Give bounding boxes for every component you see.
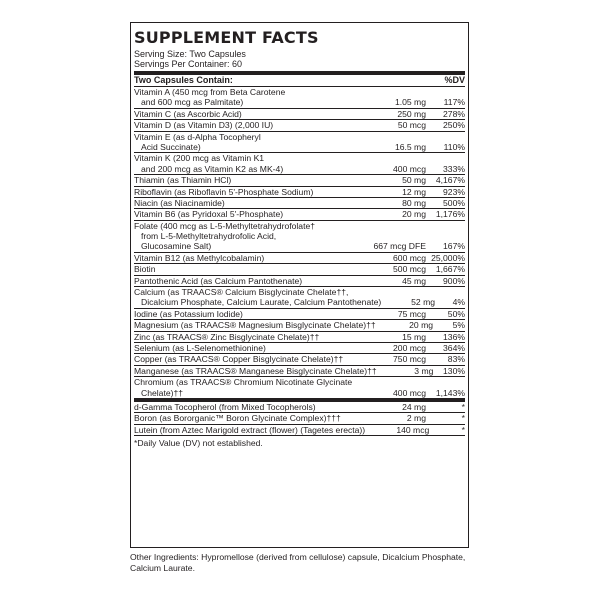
table-row — [134, 366, 465, 377]
nutrient-dv: 50% — [447, 308, 465, 319]
table-row — [134, 402, 465, 413]
nutrient-amount: 16.5 mg — [394, 141, 426, 152]
nutrient-dv — [426, 87, 465, 97]
nutrient-name: Magnesium (as TRAACS® Magnesium Bisglycinate Chelate)†† — [134, 320, 376, 331]
row-line — [134, 388, 465, 398]
nutrient-dv — [426, 221, 465, 231]
nutrient-amount: 24 mg — [402, 401, 426, 412]
nutrient-name: Chelate)†† — [141, 387, 184, 398]
servings-per-container: Servings Per Container: 60 — [134, 59, 243, 69]
nutrient-dv: 167% — [443, 241, 465, 252]
nutrient-dv: * — [461, 401, 465, 412]
nutrient-amount: 12 mg — [402, 186, 426, 197]
serving-size: Serving Size: Two Capsules — [134, 49, 246, 59]
nutrient-dv: * — [461, 424, 465, 435]
nutrient-amount: 750 mcg — [393, 354, 426, 365]
nutrient-name: Vitamin D (as Vitamin D3) (2,000 IU) — [134, 120, 274, 131]
row-line — [134, 287, 465, 297]
nutrient-amount: 50 mg — [402, 175, 426, 186]
table-row — [134, 120, 465, 131]
nutrient-dv: 136% — [443, 331, 465, 342]
nutrient-name: Vitamin E (as d-Alpha Tocopheryl — [134, 131, 261, 142]
nutrient-name: Vitamin B12 (as Methylcobalamin) — [134, 252, 265, 263]
nutrient-amount — [356, 377, 426, 387]
row-line — [134, 276, 465, 286]
row-line — [134, 209, 465, 219]
nutrient-name: Vitamin C (as Ascorbic Acid) — [134, 108, 242, 119]
nutrient-dv: 333% — [443, 163, 465, 174]
nutrient-dv: 4% — [452, 297, 465, 308]
nutrient-dv: 900% — [443, 275, 465, 286]
header-dv-label: %DV — [444, 75, 465, 85]
row-line — [134, 320, 465, 330]
row-line — [134, 413, 465, 423]
nutrient-dv: 250% — [443, 120, 465, 131]
nutrient-amount: 400 mcg — [393, 387, 426, 398]
row-line — [134, 142, 465, 152]
nutrient-dv: 117% — [443, 97, 465, 108]
nutrient-dv: 1,143% — [435, 387, 465, 398]
other-ingredients: Other Ingredients: Hypromellose (derived from cellulose) capsule, Dicalcium Phosphate, Calcium Laurate. — [130, 552, 466, 573]
row-line — [134, 132, 465, 142]
table-row — [134, 87, 465, 109]
nutrient-amount: 52 mg — [411, 297, 436, 308]
nutrient-dv: 5% — [452, 320, 465, 331]
table-row — [134, 109, 465, 120]
table-row — [134, 175, 465, 186]
nutrient-name: Acid Succinate) — [141, 141, 201, 152]
table-row — [134, 309, 465, 320]
nutrient-amount: 250 mg — [397, 108, 426, 119]
nutrient-amount: 3 mg — [414, 365, 434, 376]
nutrient-amount: 500 mcg — [393, 264, 426, 275]
nutrient-amount — [356, 153, 426, 163]
row-line — [134, 366, 465, 376]
nutrient-dv: 1,667% — [435, 264, 465, 275]
nutrient-dv — [426, 287, 465, 297]
nutrient-dv: 278% — [443, 108, 465, 119]
table-row — [134, 264, 465, 275]
row-line — [134, 402, 465, 412]
nutrient-amount: 200 mcg — [393, 342, 426, 353]
nutrient-amount: 2 mg — [406, 413, 426, 424]
table-row — [134, 209, 465, 220]
nutrient-dv — [426, 231, 465, 241]
nutrient-name: Folate (400 mcg as L-5-Methyltetrahydrofolate† — [134, 220, 316, 231]
nutrient-dv: 4,167% — [435, 175, 465, 186]
nutrient-amount: 1.05 mg — [394, 97, 426, 108]
nutrient-amount: 20 mg — [402, 209, 426, 220]
nutrient-name: Lutein (from Aztec Marigold extract (flower) (Tagetes erecta)) — [134, 424, 366, 435]
row-line — [134, 221, 465, 231]
row-line — [134, 97, 465, 107]
nutrient-name: d-Gamma Tocopherol (from Mixed Tocopherols) — [134, 401, 316, 412]
row-line — [134, 187, 465, 197]
table-header — [134, 75, 465, 87]
nutrient-amount: 50 mcg — [397, 120, 426, 131]
table-row — [134, 377, 465, 399]
panel-title: SUPPLEMENT FACTS — [134, 28, 319, 47]
nutrient-name: Selenium (as L-Selenomethionine) — [134, 342, 266, 353]
row-line — [134, 198, 465, 208]
nutrient-dv — [426, 377, 465, 387]
nutrient-name: Iodine (as Potassium Iodide) — [134, 308, 243, 319]
row-line — [134, 343, 465, 353]
nutrient-amount: 400 mcg — [393, 163, 426, 174]
table-row — [134, 198, 465, 209]
table-row — [134, 153, 465, 175]
nutrient-amount — [356, 87, 426, 97]
row-line — [134, 109, 465, 119]
nutrient-name: from L-5-Methyltetrahydrofolic Acid, — [141, 231, 277, 242]
nutrient-name: Biotin — [134, 264, 156, 275]
nutrient-dv: 130% — [443, 365, 465, 376]
table-row — [134, 132, 465, 154]
nutrient-dv — [426, 132, 465, 142]
nutrient-dv: 923% — [443, 186, 465, 197]
row-line — [134, 332, 465, 342]
table-row — [134, 276, 465, 287]
nutrient-amount — [356, 287, 426, 297]
row-line — [134, 297, 465, 307]
nutrient-amount — [356, 132, 426, 142]
nutrient-rows — [134, 87, 465, 399]
table-row — [134, 221, 465, 253]
row-line — [134, 354, 465, 364]
nutrient-name: and 600 mcg as Palmitate) — [141, 97, 244, 108]
nutrient-dv: 500% — [443, 197, 465, 208]
nutrient-amount: 80 mg — [402, 197, 426, 208]
nutrient-name: Niacin (as Niacinamide) — [134, 197, 225, 208]
row-line — [134, 153, 465, 163]
row-line — [134, 120, 465, 130]
nutrient-amount: 20 mg — [409, 320, 434, 331]
nutrient-dv: 364% — [443, 342, 465, 353]
table-row — [134, 187, 465, 198]
nutrient-amount — [356, 231, 426, 241]
nutrient-name: Thiamin (as Thiamin HCl) — [134, 175, 232, 186]
nutrient-amount: 600 mcg — [393, 252, 426, 263]
row-line — [134, 253, 465, 263]
row-line — [134, 164, 465, 174]
table-row — [134, 287, 465, 309]
nutrient-name: Dicalcium Phosphate, Calcium Laurate, Calcium Pantothenate) — [141, 297, 382, 308]
nutrient-amount: 75 mcg — [397, 308, 426, 319]
table-row — [134, 253, 465, 264]
dv-footnote: *Daily Value (DV) not established. — [134, 438, 263, 449]
nutrient-dv: * — [461, 413, 465, 424]
nutrient-dv: 1,176% — [435, 209, 465, 220]
table-row — [134, 332, 465, 343]
nutrient-name: Copper (as TRAACS® Copper Bisglycinate Chelate)†† — [134, 354, 344, 365]
nutrient-name: Manganese (as TRAACS® Manganese Bisglycinate Chelate)†† — [134, 365, 377, 376]
table-row — [134, 320, 465, 331]
nutrient-name: Calcium (as TRAACS® Calcium Bisglycinate Chelate††, — [134, 287, 349, 298]
nutrient-dv: 83% — [447, 354, 465, 365]
nutrient-amount: 45 mg — [402, 275, 426, 286]
row-line — [134, 87, 465, 97]
nutrient-name: and 200 mcg as Vitamin K2 as MK-4) — [141, 163, 284, 174]
supplement-facts-panel — [130, 22, 469, 548]
nutrient-dv — [426, 153, 465, 163]
header-amount-label: Two Capsules Contain: — [134, 75, 233, 85]
table-row — [134, 413, 465, 424]
nutrient-amount: 667 mcg DFE — [373, 241, 426, 252]
row-line — [134, 241, 465, 251]
nutrient-name: Riboflavin (as Riboflavin 5'-Phosphate Sodium) — [134, 186, 314, 197]
row-line — [134, 231, 465, 241]
nutrient-name: Chromium (as TRAACS® Chromium Nicotinate Glycinate — [134, 377, 353, 388]
nutrient-name: Vitamin B6 (as Pyridoxal 5'-Phosphate) — [134, 209, 284, 220]
nutrient-dv: 110% — [443, 141, 465, 152]
table-row — [134, 354, 465, 365]
other-nutrient-rows — [134, 402, 465, 436]
nutrient-name: Zinc (as TRAACS® Zinc Bisglycinate Chelate)†† — [134, 331, 320, 342]
row-line — [134, 377, 465, 387]
table-row — [134, 425, 465, 436]
nutrient-amount: 140 mcg — [396, 424, 430, 435]
row-line — [134, 309, 465, 319]
nutrient-name: Vitamin A (450 mcg from Beta Carotene — [134, 87, 286, 97]
row-line — [134, 264, 465, 274]
nutrient-name: Pantothenic Acid (as Calcium Pantothenate) — [134, 275, 303, 286]
nutrient-name: Vitamin K (200 mcg as Vitamin K1 — [134, 153, 265, 164]
row-line — [134, 425, 465, 435]
nutrient-name: Boron (as Bororganic™ Boron Glycinate Complex)††† — [134, 413, 341, 424]
table-row — [134, 343, 465, 354]
nutrient-name: Glucosamine Salt) — [141, 241, 212, 252]
nutrient-amount: 15 mg — [402, 331, 426, 342]
nutrient-amount — [356, 221, 426, 231]
nutrient-dv: 25,000% — [431, 252, 465, 263]
row-line — [134, 175, 465, 185]
